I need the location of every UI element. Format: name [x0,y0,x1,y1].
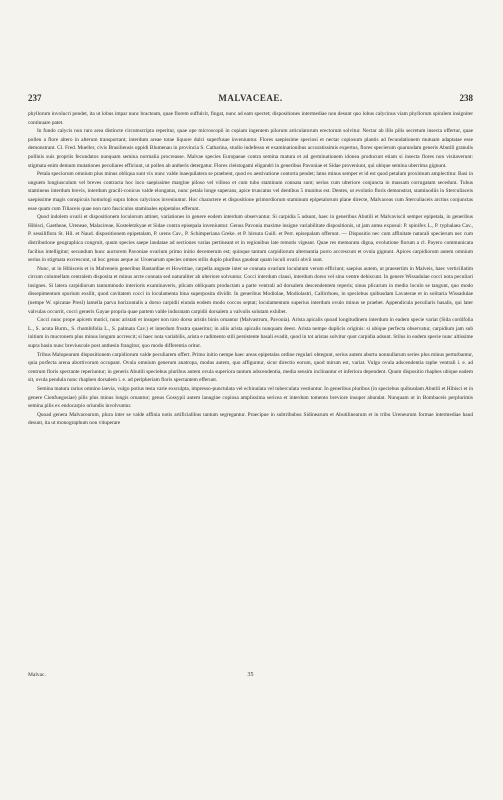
paragraph: Quoad genera Malvacearum, plura inter se valde affinia notis artificialibus tantum segregantur. Praecipue in subtribubus Sidinearum et Abutilinearum et in tribu Ureneurum formae intermediae haud desunt, ita ut monographum non vituperare [28,411,473,427]
paragraph: phyllorum involucri pendet, ita ut lobus impar nunc bracteam, quae florem suffulcit, fingat, nunc ad eam spectet; dispositiones intermediae non desunt quo lobus calycinus viam phyllorum spiralem insigniter continuare patet. [28,111,473,126]
body-text [28,110,473,428]
paragraph: In fundo calycis non raro area distincte circumscripta reperitur, quae ope microscopii in copiam ingentem pilorum articulatorum erectorum solvitur. Nectar ab illis pilis secretum insecta offertur, quae pollen a flore altero in alterum transportant; interdum areae totae liquore dulci superfusae inveniuntur. Flores saepissime speciosi et nectar copiosum plantis ad fecundationem mutuam adaptatae esse demonstrant. Cl. Fred. Mueller, civis Brasiliensis oppidi Blumenau in provincia S. Catharina, studio indefesso et examinationibus accuratissimis expertus, flores specierum quarundam generis Abutili granulis pollinis suis propriis fecundatos nunquam semina normalia procreasse. Malvae species Europaeae contra semina matura et ad germinationem idonea producunt etiam si insecta flores non visitaverunt: stigmata enim demum mutationes peculiares efficiunt, ut pollen ab antheris detergatur. Flores cleistogami eligandri in generibus Pavoniae et Sidae proveniunt, qui ubique semina uberrima gignunt. [28,128,473,169]
paragraph: Nunc, ut in Hibisceis et in Malveneis generibus Bastardiae et Howittiae, carpella anguste inter se connata ovarium loculatum verum efficiunt; saepius autem, ut praesertim in Malveis, haec verticillatim circum columellam centralem disposita et minus arcte connata sed naturaliter ab ulteriore solvuntur. Cocci interdum clausi, interdum dorso vel sinu ventre dehiscunt. In genere Wissadulae cocci nota peculiari insignes. Si latera carpidiorum tantummodo interioris examinaveris, plicam obliquam productam a parte ventrali ad dorsalem descendentem reperis; sinus plicarum in medio loculo se tangunt, quo modo dissepimentum spurium exsilit, quod cavitatem cocci in loculamenta bina superposita dividit. In generibus Modiolae, Modiolastri, Callirrhoes, in speciebus quibusdam Lavaterae et in solitaria Wissadulae (nempe W. spicatae Presl) lamella parva horizontalis a dorso carpidii eiunda eodem modo coccos septat; loculamentum superius interdum ovulo minus se praebet. Appendicula peculiaris basalis, qui later valvulas occurrit, cocci generis Gayae propria quae partem valde induratam carpidii dorsalem a valvulis solutam exhibet. [28,265,473,315]
paragraph: Tribus Malopearum dispositionem carpidiorum valde peculiarem offert. Primo initio nempe haec areas epipetalas ordine regulari obtegunt, serius autem abortu nonnullarum series plus minus perturbantur, quia porfecta arena abortivorum occupant. Ovula omnium generum anatropa, modus autem, quo affiguntur, sicut directio eorum, quod mirum est, variat. Vulgo ovula adscendentia raphe ventrali i. e. ad centrum floris spectante reperiuntur; in generis Abutili speciebus pluribus autem ovula superiora tantum adscendentia, media sensim inclinantur et inferiora dependent. Quum dispositio rhaphes ubique eadem sit, ovula pendula nunc rhaphen dorsalem i. e. ad peripheriam floris spectantem efferunt. [28,351,473,384]
page-number-right: 238 [459,93,473,103]
signature-mark: 35 [247,672,254,678]
paragraph: Quod indolem ovarii et dispositionem loculorum attinet, variationes in genere eodem interdum observantur. Si carpidia 5 adsunt, haec in generibus Abutili et Malvaviscii semper epipetala, in generibus Hibisci, Gaetheae, Ureneae, Malacireae, Kosteletzkyae et Sidae contra episepala inveniuntur. Genus Pavonia maxime insigne variabilitate dispositionis, ut jam antea exposui: P. spinifex L., P. typhalaea Cav., P. sessiliflora St. Hil. et Naud. dispositionem epipetalam, P. urens Cav., P. Schimperiana Greke. et P. hirsuta Guill. et Perr. episepalam offerunt. — Dispositio nec cum affinitate naturali specierum nec cum distributione geographica congruit, quum species saepe laudatae ad sectiones varias pertineant et in regionibus late remotis vigeant. Quae res memoratu digna, evolutione florum a cl. Payero communicata facilius intelligitur; secundum hunc auctorem Pavoniae ovarium primo initio decemerum est; quinque tantum carpidiorum alternantia porro accrescunt et ovula gignunt. Apices carpidiorum autem omnium serius in stigmata excrescunt, ut hoc genus aeque ac Uroenarum species omnes stilis duplo pluribus gaudeat quam loculi ovarii obvii sunt. [28,214,473,264]
paragraph: Semina matura rarius omnino laevia, vulgo potius testa varie exsculpta, impresso-punctulata vel echinulata vel tuberculata vestiuntur. In generibus pluribus (in speciebus quibusdam Abutili et Hibisci et in genere Cienfuegosiae) pilis plus minus longis ornantur; genus Gossypii autem lanugine copiosa amplissima sericea et interdum tomento breviore insuper abundat. Nunquam ut in Bombaceis perplurimis semina pilis ex endocarpio oriundis involvuntur. [28,386,473,410]
paragraph: Cocci nunc prope apicem mutici, nunc aristati et insuper non raro dorso aristis binis ornantur (Malvastrum, Pavonia). Arista apicalis quoad longitudinem interdum in eadem specie variat (Sida cordifolia L., S. acuta Burm., S. rhombifolia L., S. palmata Cav.) et interdum frustra quaeritur; in aliis arista apicalis nunquam deest. Arista nempe duplicis originis: si ubique perfecta observatur, carpidium jam sub initium in mucronem plus minus longum accrescit; si haec nota variabilis, arista e radimento stili persistente basali evadit, quod in tot aristas solvitur quot carpidia adsunt. Stilus in eadem specie nunc altissime supra basin nunc breviuscule post anthesin frangitur, quo modo differentia oritur. [28,317,473,350]
page-number-left: 237 [28,93,42,103]
running-title: MALVACEAE. [218,93,283,103]
footer-label: Malvac. [28,672,46,678]
page-footer [28,672,473,682]
paragraph: Petala speciorum omnium plus minus obliqua sunt vix nunc valde inaequilatera se praebent, quod ex aestivatione contorta pendet; latus minus semper et id est quod petalum proximum amplectitur. Basi in unguem longiusculum vel breves contracta hoc loco saepissime margine piloso vel villoso et cum tubo staminum connata sunt; serius cum ulteriore conjuncta in massam corrugatam secedunt. Tubus stamineus interdum brevis, interdum gracili-conicus valde elongatus, nunc petala longe superans, apice truncatus vel dentibus 5 munitus est. Dentes, ut evolutio floris demonstrat, staminodiis in Sterculiaceis saepissime magis conspicuis homologi supra lobos calycinos inveniuntur. Hoc charactere et dispositione primordiorum staminum epipetalorum plane directe, Malvaceas cum Sterculiaceis arctius conjunctas esse quam cum Tiliaceis quae non raro fasciculos staminales epipetalos efferunt. [28,171,473,212]
running-header [28,93,473,105]
